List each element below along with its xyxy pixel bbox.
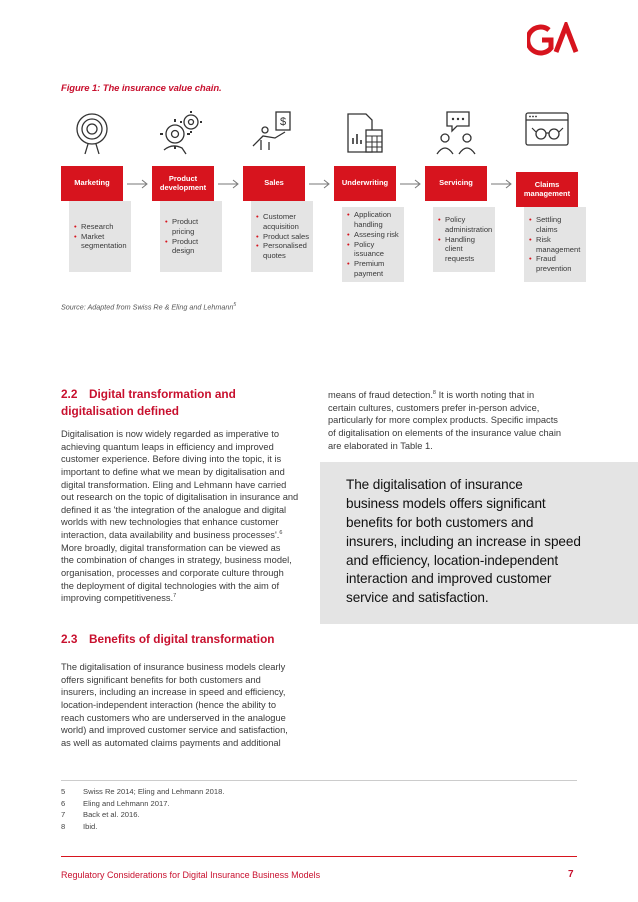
footnote: 5 Swiss Re 2014; Eling and Lehmann 2018. <box>61 787 225 796</box>
list-item: • Customer acquisition <box>256 212 309 231</box>
section-2-3-heading: 2.3 Benefits of digital transformation <box>61 632 275 646</box>
arrow-right-icon <box>309 179 331 189</box>
list-item: • Risk management <box>529 235 582 254</box>
footnote: 7 Back et al. 2016. <box>61 810 140 820</box>
footnote: 6 Eling and Lehmann 2017. <box>61 798 170 808</box>
list-item: • Policy issuance <box>347 240 400 259</box>
footer-title: Regulatory Considerations for Digital Insurance Business Models <box>61 870 321 880</box>
right-column-paragraph: means of fraud detection.$^8$ It is worth noting that in certain cultures, customers prefer in-person advice, particularly for more complex products. Specific impacts of digitalisation on elements of the insurance value chain are elaborated in Table 1. <box>328 389 562 451</box>
chat-people-icon <box>425 110 487 156</box>
list-item: • Product sales <box>256 232 309 242</box>
footnotes <box>61 786 224 832</box>
footnote: 8 Ibid. <box>61 821 98 831</box>
list-item: • Settling claims <box>529 215 582 234</box>
arrow-right-icon <box>218 179 240 189</box>
list-item: • Premium payment <box>347 259 400 278</box>
list-item: • Assesing risk <box>347 230 400 240</box>
list-item: • Product pricing <box>165 217 218 236</box>
list-item: • Personalised quotes <box>256 241 309 260</box>
list-item: • Handling client requests <box>438 235 492 264</box>
money-hand-icon <box>243 110 305 156</box>
section-2-2-paragraph: Digitalisation is now widely regarded as imperative to achieving quantum leaps in efficiency and improved customer experience. Before diving into the topic, it is important to define what we mean by digitalisation and digital transformation. Eling and Lehmann have carried out research on the topic of digitalisation in insurance and defined it as 'the integration of the analogue and digital worlds with new technologies that enhance customer interaction, data availability and business processes'.$^6$ More broadly, digital transformation can be viewed as the combination of changes in strategy, business model, organisation, processes and corporate culture through the deployment of digital technologies with the aim of improving competitiveness.$^7$ <box>61 429 299 604</box>
section-2-2-heading: 2.2 Digital transformation and digitalisation defined <box>61 387 236 419</box>
figure-title: Figure 1: The insurance value chain. <box>61 83 222 94</box>
target-icon <box>61 110 123 156</box>
stage-label: Servicing <box>425 166 487 201</box>
footer-divider <box>61 856 577 857</box>
svg-text:$: $ <box>279 116 287 128</box>
footnote-divider <box>61 780 577 781</box>
figure-source: Source: Adapted from Swiss Re & Eling and Lehmann$^5$ <box>61 302 237 312</box>
stage-box <box>342 207 404 282</box>
stage-label: Underwriting <box>334 166 396 201</box>
list-item: • Policy administration <box>438 215 492 234</box>
stage-box <box>69 201 131 272</box>
page-number: 7 <box>568 869 574 880</box>
value-chain-diagram <box>61 110 581 290</box>
pull-quote: The digitalisation of insurance business models offers significant benefits for both customers and insurers, including an increase in speed and efficiency, location-independent interaction and improved customer service and satisfaction. <box>320 462 638 624</box>
list-item: • Fraud prevention <box>529 254 582 273</box>
browser-glasses-icon <box>516 110 578 156</box>
stage-label: Product development <box>152 166 214 201</box>
list-item: • Application handling <box>347 210 400 229</box>
list-item: • Market segmentation <box>74 232 127 251</box>
list-item: • Product design <box>165 237 218 256</box>
stage-label: Sales <box>243 166 305 201</box>
document-calculator-icon <box>334 110 396 156</box>
list-item: • Research <box>74 222 127 232</box>
stage-label: Marketing <box>61 166 123 201</box>
arrow-right-icon <box>127 179 149 189</box>
section-2-3-paragraph: The digitalisation of insurance business models clearly offers significant benefits for both customers and insurers, including an increase in speed and efficiency, location-independent interaction (hence the ability to reach customers who are underserved in the analogue world) and improved customer service and satisfaction, as well as automated claims payments and additional <box>61 662 288 748</box>
stage-box <box>160 201 222 272</box>
stage-box <box>251 201 313 272</box>
stage-box <box>524 207 586 282</box>
arrow-right-icon <box>491 179 513 189</box>
arrow-right-icon <box>400 179 422 189</box>
logo-icon <box>527 22 579 56</box>
stage-box <box>433 207 495 272</box>
stage-label: Claims management <box>516 172 578 207</box>
gears-icon <box>152 110 214 156</box>
